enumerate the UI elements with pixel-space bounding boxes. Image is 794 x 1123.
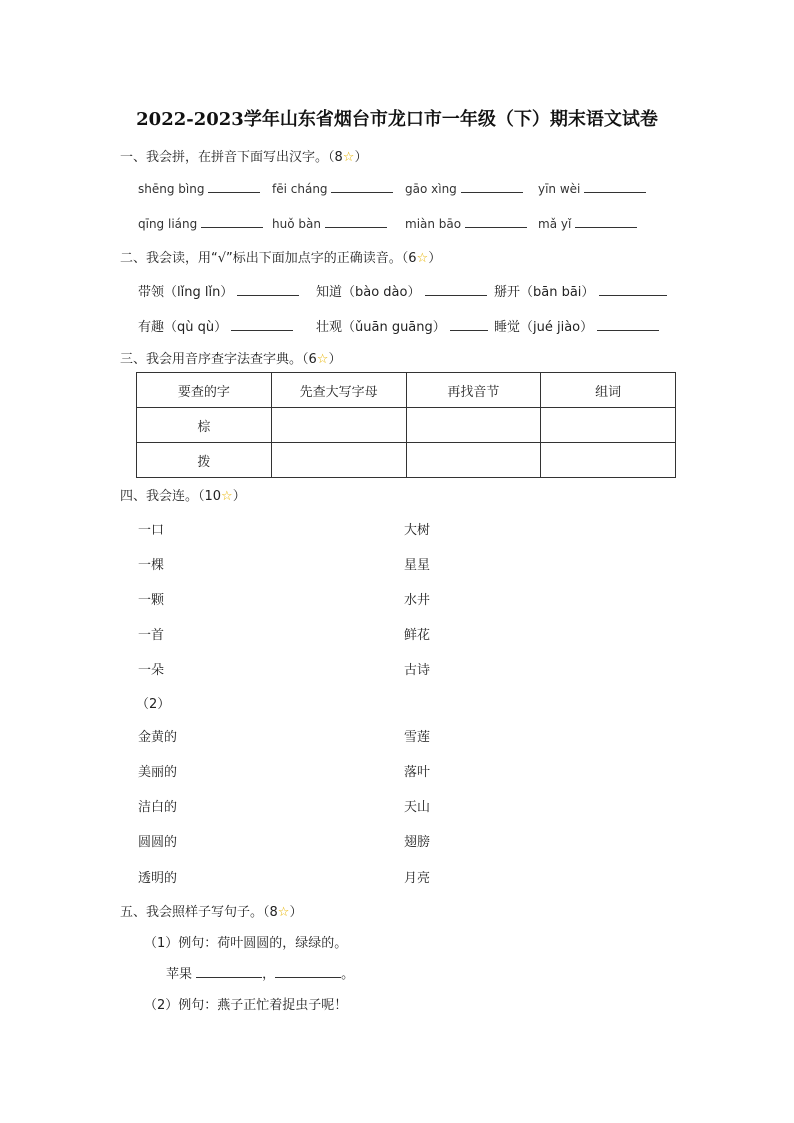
pinyin-item [538, 180, 646, 196]
reading-item [494, 316, 659, 335]
table-row [137, 408, 676, 443]
sentence-answer-line [166, 963, 354, 982]
reading-text: 有趣（qù qù） [138, 320, 228, 335]
pinyin-text: qīng liáng [138, 217, 198, 231]
answer-blank[interactable] [465, 215, 527, 228]
pinyin-text: shēng bìng [138, 182, 205, 196]
section-1-heading-text: 一、我会拼，在拼音下面写出汉字。（8 [120, 150, 343, 165]
answer-blank[interactable] [237, 283, 299, 296]
heading-close: ） [328, 352, 342, 367]
section-2-heading-text: 二、我会读，用“√”标出下面加点字的正确读音。（6 [120, 251, 417, 266]
answer-blank[interactable] [201, 215, 263, 228]
pinyin-item [405, 215, 527, 231]
answer-blank[interactable] [331, 180, 393, 193]
star-icon: ☆ [316, 352, 329, 367]
pinyin-text: mǎ yǐ [538, 217, 572, 231]
heading-close: ） [289, 905, 303, 920]
answer-blank[interactable] [325, 215, 387, 228]
star-icon: ☆ [416, 251, 429, 266]
answer-blank[interactable] [597, 318, 659, 331]
star-icon: ☆ [277, 905, 290, 920]
match-left-item[interactable]: 一口 [138, 523, 165, 538]
match-right-item[interactable]: 古诗 [404, 663, 431, 678]
table-row [137, 443, 676, 478]
table-header-cell: 要查的字 [137, 373, 272, 408]
match-right-item[interactable]: 鲜花 [404, 628, 431, 643]
reading-text: 带领（lǐng lǐn） [138, 285, 234, 300]
pinyin-item [138, 180, 260, 196]
reading-item [494, 281, 667, 300]
section-5-heading [120, 901, 302, 920]
reading-text: 知道（bào dào） [316, 285, 421, 300]
example-sentence-2: （2）例句：燕子正忙着捉虫子呢！ [144, 998, 348, 1013]
heading-close: ） [232, 489, 246, 504]
heading-close: ） [354, 150, 368, 165]
match-right-item[interactable]: 星星 [404, 558, 431, 573]
answer-blank[interactable] [208, 180, 260, 193]
table-cell-input[interactable] [271, 408, 406, 443]
table-cell-char: 拨 [137, 443, 272, 478]
pinyin-text: yīn wèi [538, 182, 581, 196]
table-cell-input[interactable] [541, 408, 676, 443]
match-right-item[interactable]: 落叶 [404, 765, 431, 780]
part-2-label: （2） [136, 697, 171, 712]
reading-text: 睡觉（jué jiào） [494, 320, 594, 335]
dictionary-table [136, 372, 676, 478]
answer-blank[interactable] [275, 965, 341, 978]
pinyin-text: huǒ bàn [272, 217, 321, 231]
match-right-item[interactable]: 月亮 [404, 871, 431, 886]
table-header-cell: 先查大写字母 [271, 373, 406, 408]
page-title: 2022-2023学年山东省烟台市龙口市一年级（下）期末语文试卷 [136, 109, 658, 130]
match-right-item[interactable]: 翅膀 [404, 835, 431, 850]
section-5-heading-text: 五、我会照样子写句子。（8 [120, 905, 278, 920]
star-icon: ☆ [342, 150, 355, 165]
section-1-heading [120, 146, 367, 165]
comma: ， [262, 967, 276, 982]
reading-item [138, 316, 293, 335]
answer-blank[interactable] [196, 965, 262, 978]
section-3-heading-text: 三、我会用音序查字法查字典。（6 [120, 352, 317, 367]
answer-blank[interactable] [599, 283, 667, 296]
match-left-item[interactable]: 透明的 [138, 871, 178, 886]
pinyin-text: gāo xìng [405, 182, 457, 196]
pinyin-item [272, 180, 393, 196]
match-left-item[interactable]: 金黄的 [138, 730, 178, 745]
section-4-heading [120, 485, 246, 504]
match-left-item[interactable]: 一朵 [138, 663, 165, 678]
reading-text: 掰开（bān bāi） [494, 285, 595, 300]
match-left-item[interactable]: 一棵 [138, 558, 165, 573]
match-left-item[interactable]: 一颗 [138, 593, 165, 608]
table-cell-input[interactable] [271, 443, 406, 478]
match-right-item[interactable]: 天山 [404, 800, 431, 815]
reading-item [138, 281, 299, 300]
match-right-item[interactable]: 大树 [404, 523, 431, 538]
section-2-heading [120, 247, 441, 266]
table-header-cell: 组词 [541, 373, 676, 408]
answer-blank[interactable] [231, 318, 293, 331]
table-cell-char: 棕 [137, 408, 272, 443]
answer-blank[interactable] [575, 215, 637, 228]
table-header-cell: 再找音节 [406, 373, 541, 408]
section-4-heading-text: 四、我会连。（10 [120, 489, 222, 504]
pinyin-item [138, 215, 263, 231]
heading-close: ） [428, 251, 442, 266]
pinyin-item [538, 215, 637, 231]
example-sentence-1: （1）例句：荷叶圆圆的，绿绿的。 [144, 936, 348, 951]
match-left-item[interactable]: 圆圆的 [138, 835, 178, 850]
sentence-subject: 苹果 [166, 967, 193, 982]
section-3-heading [120, 348, 341, 367]
answer-blank[interactable] [425, 283, 487, 296]
match-right-item[interactable]: 雪莲 [404, 730, 431, 745]
pinyin-text: miàn bāo [405, 217, 462, 231]
answer-blank[interactable] [584, 180, 646, 193]
reading-text: 壮观（ǔuān guāng） [316, 320, 446, 335]
answer-blank[interactable] [450, 318, 488, 331]
reading-item [316, 281, 487, 300]
pinyin-item [405, 180, 523, 196]
star-icon: ☆ [221, 489, 233, 504]
reading-item [316, 316, 488, 335]
pinyin-text: fēi cháng [272, 182, 328, 196]
answer-blank[interactable] [461, 180, 523, 193]
match-right-item[interactable]: 水井 [404, 593, 431, 608]
table-header-row [137, 373, 676, 408]
table-cell-input[interactable] [541, 443, 676, 478]
match-left-item[interactable]: 一首 [138, 628, 165, 643]
match-left-item[interactable]: 洁白的 [138, 800, 178, 815]
period: 。 [341, 967, 355, 982]
pinyin-item [272, 215, 387, 231]
table-cell-input[interactable] [406, 443, 541, 478]
match-left-item[interactable]: 美丽的 [138, 765, 178, 780]
table-cell-input[interactable] [406, 408, 541, 443]
